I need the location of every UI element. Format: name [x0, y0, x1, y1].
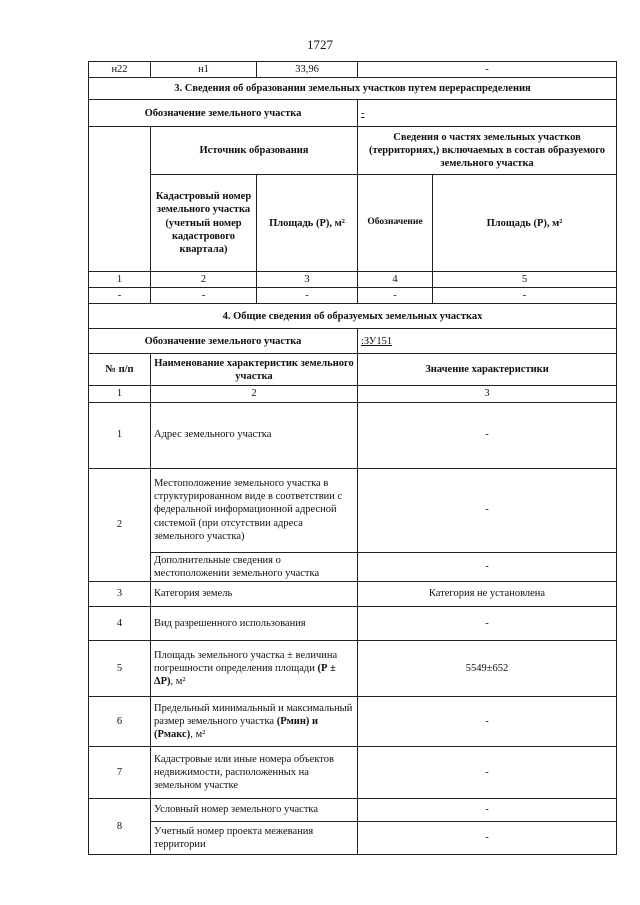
characteristic-name: Местоположение земельного участка в структурированном виде в соответствии с федеральной информационной адресной системой (при отсутствии адреса земельного участка)	[151, 468, 358, 552]
characteristic-value: -	[358, 821, 617, 854]
row-number: 5	[89, 640, 151, 696]
column-number: 1	[89, 386, 151, 402]
characteristic-name-header: Наименование характеристик земельного участка	[151, 354, 358, 386]
boundary-note-cell: -	[358, 62, 617, 78]
characteristic-name: Условный номер земельного участка	[151, 798, 358, 821]
document-table	[88, 61, 617, 855]
characteristic-value: -	[358, 552, 617, 581]
name-bold: (Рмин) и (Рмакс)	[154, 715, 319, 740]
number-column-header: № п/п	[89, 354, 151, 386]
column-number: 3	[358, 386, 617, 402]
table-row	[89, 354, 617, 386]
characteristic-value: 5549±652	[358, 640, 617, 696]
area-header: Площадь (Р), м²	[257, 175, 358, 272]
name-unit: , м²	[170, 675, 186, 687]
section4-designation-label: Обозначение земельного участка	[89, 329, 358, 354]
designation-column-header: Обозначение	[358, 175, 433, 272]
characteristic-name: Дополнительные сведения о местоположении земельного участка	[151, 552, 358, 581]
table-row	[89, 288, 617, 304]
name-unit: , м²	[190, 728, 206, 740]
page-number: 1727	[307, 37, 333, 52]
section3-designation-label: Обозначение земельного участка	[89, 100, 358, 127]
row-number: 3	[89, 581, 151, 606]
data-cell: -	[257, 288, 358, 304]
row-number: 1	[89, 402, 151, 468]
table-row	[89, 552, 617, 581]
characteristic-value: -	[358, 606, 617, 640]
table-row	[89, 272, 617, 288]
characteristic-name	[151, 696, 358, 746]
name-bold: (Р ± ΔР)	[154, 662, 336, 687]
table-row	[89, 581, 617, 606]
column-number: 5	[433, 272, 617, 288]
empty-cell	[89, 127, 151, 272]
table-row	[89, 78, 617, 100]
table-row	[89, 798, 617, 821]
column-number: 2	[151, 386, 358, 402]
row-number: 8	[89, 798, 151, 854]
boundary-designation-cell: н22	[89, 62, 151, 78]
boundary-point-cell: н1	[151, 62, 257, 78]
section4-designation-value: :ЗУ151	[358, 329, 617, 354]
data-cell: -	[151, 288, 257, 304]
characteristic-value: -	[358, 696, 617, 746]
characteristic-value: -	[358, 746, 617, 798]
area-header-2: Площадь (Р), м²	[433, 175, 617, 272]
table-row	[89, 386, 617, 402]
characteristic-name: Учетный номер проекта межевания территории	[151, 821, 358, 854]
section3-designation-value: -	[358, 100, 617, 127]
table-row	[89, 468, 617, 552]
table-row	[89, 304, 617, 329]
table-row	[89, 175, 617, 272]
table-row	[89, 402, 617, 468]
table-row	[89, 62, 617, 78]
section3-title: 3. Сведения об образовании земельных участков путем перераспределения	[89, 78, 617, 100]
table-row	[89, 746, 617, 798]
section4-title: 4. Общие сведения об образуемых земельных участках	[89, 304, 617, 329]
characteristic-value: -	[358, 468, 617, 552]
characteristic-value-header: Значение характеристики	[358, 354, 617, 386]
characteristic-name: Вид разрешенного использования	[151, 606, 358, 640]
column-number: 4	[358, 272, 433, 288]
characteristic-name	[151, 640, 358, 696]
table-row	[89, 100, 617, 127]
column-number: 3	[257, 272, 358, 288]
name-text: Площадь земельного участка ± величина погрешности определения площади	[154, 649, 338, 674]
column-number: 2	[151, 272, 257, 288]
characteristic-name: Адрес земельного участка	[151, 402, 358, 468]
characteristic-value: -	[358, 798, 617, 821]
table-row	[89, 127, 617, 175]
table-row	[89, 821, 617, 854]
name-text: Предельный минимальный и максимальный размер земельного участка	[154, 702, 353, 727]
row-number: 6	[89, 696, 151, 746]
parts-header: Сведения о частях земельных участков (территориях,) включаемых в состав образуемого земельного участка	[358, 127, 617, 175]
characteristic-name: Кадастровые или иные номера объектов недвижимости, расположенных на земельном участке	[151, 746, 358, 798]
characteristic-value: Категория не установлена	[358, 581, 617, 606]
table-row	[89, 696, 617, 746]
cadastral-number-header: Кадастровый номер земельного участка (учетный номер кадастрового квартала)	[151, 175, 257, 272]
source-header: Источник образования	[151, 127, 358, 175]
data-cell: -	[433, 288, 617, 304]
characteristic-name: Категория земель	[151, 581, 358, 606]
characteristic-value: -	[358, 402, 617, 468]
row-number: 7	[89, 746, 151, 798]
data-cell: -	[89, 288, 151, 304]
row-number: 4	[89, 606, 151, 640]
data-cell: -	[358, 288, 433, 304]
row-number: 2	[89, 468, 151, 581]
table-row	[89, 606, 617, 640]
table-row	[89, 640, 617, 696]
boundary-length-cell: 33,96	[257, 62, 358, 78]
column-number: 1	[89, 272, 151, 288]
table-row	[89, 329, 617, 354]
